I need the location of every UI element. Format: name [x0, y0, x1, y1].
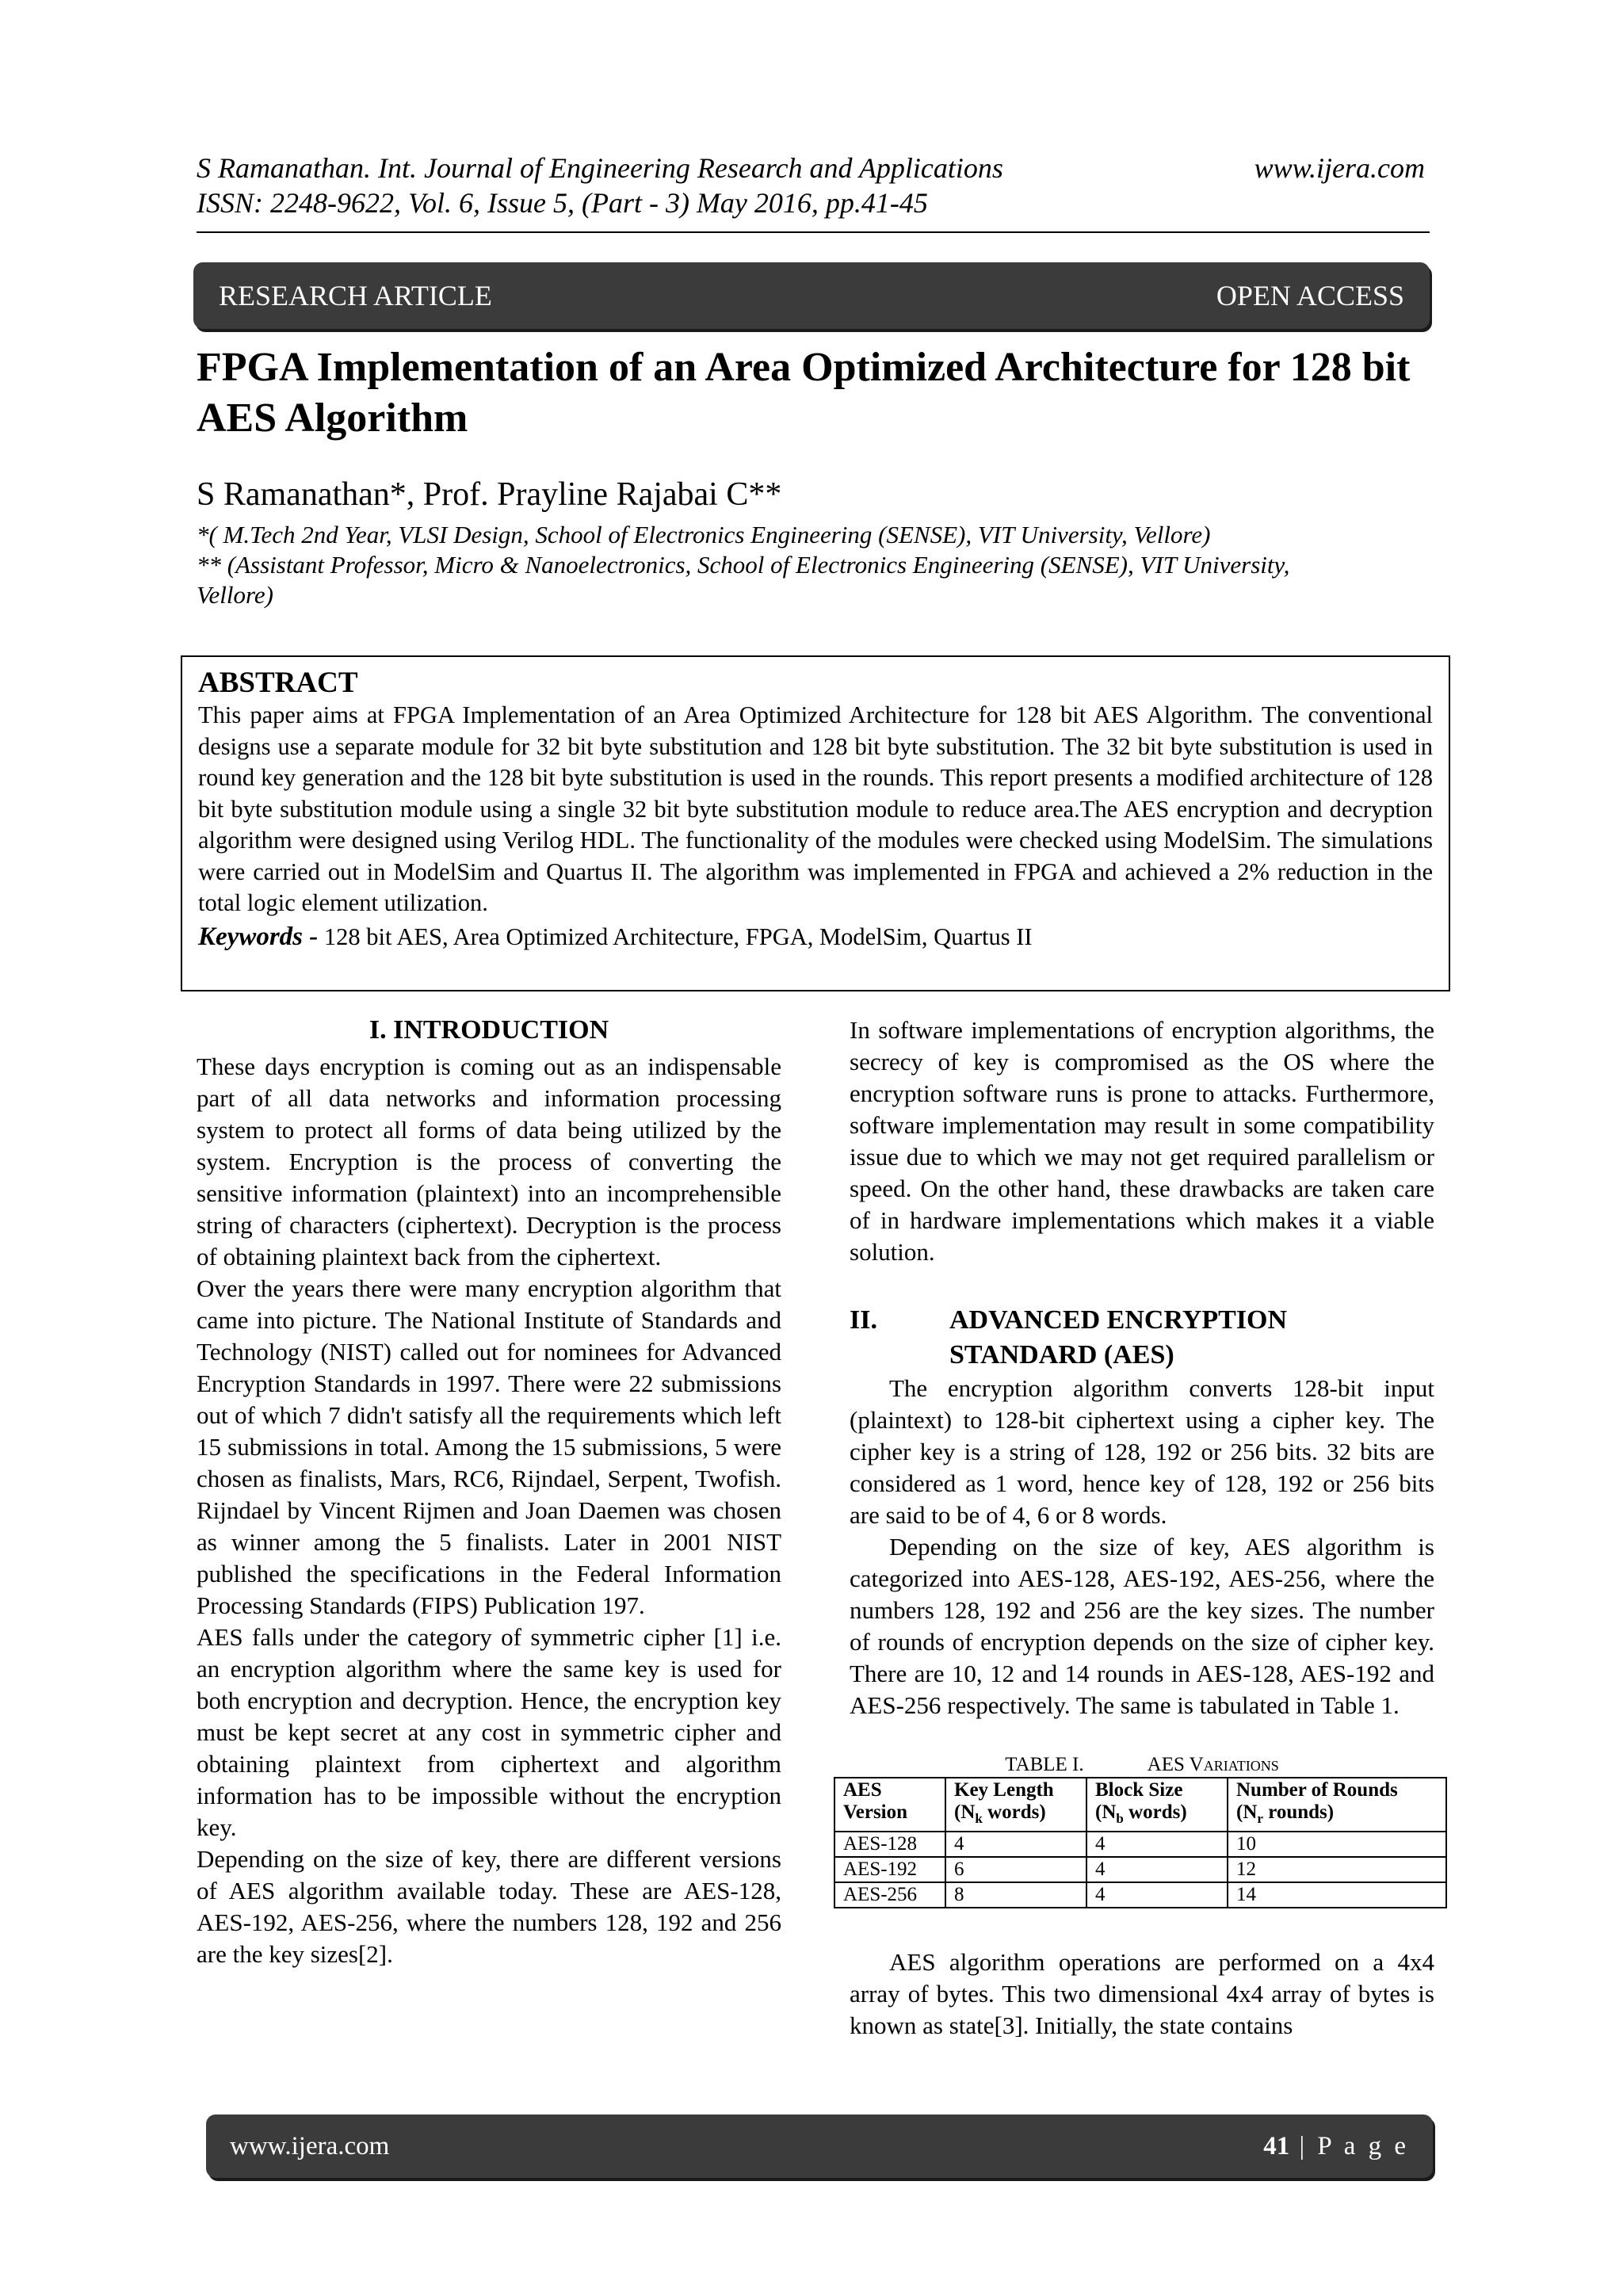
table-cell: 10 — [1228, 1832, 1446, 1857]
table-caption-number: TABLE I. — [1005, 1754, 1084, 1775]
affiliation-1: *( M.Tech 2nd Year, VLSI Design, School of Electronics Engineering (SENSE), VIT University, Vellore) — [197, 521, 1211, 548]
table-header-row — [834, 1778, 1446, 1832]
journal-citation: S Ramanathan. Int. Journal of Engineering Research and Applications — [197, 152, 1003, 184]
journal-website[interactable]: www.ijera.com — [1254, 152, 1425, 184]
table-cell: 4 — [1086, 1857, 1228, 1882]
aes-paragraph-1: The encryption algorithm converts 128-bit input (plaintext) to 128-bit ciphertext using a cipher key. The cipher key is a string of 128, 192 or 256 bits. 32 bits are considered as 1 word, hence key of 128, 192 or 256 bits are said to be of 4, 6 or 8 words. — [850, 1374, 1434, 1529]
table-row — [834, 1857, 1446, 1882]
section-heading-introduction: I. INTRODUCTION — [369, 1015, 609, 1045]
aes-paragraph-2: Depending on the size of key, AES algorithm is categorized into AES-128, AES-192, AES-256, where the numbers 128, 192 and 256 are the key sizes. The number of rounds of encryption depends on the size of cipher key. There are 10, 12 and 14 rounds in AES-128, AES-192 and AES-256 respectively. The same is tabulated in Table 1. — [850, 1533, 1434, 1719]
table-cell: 4 — [1086, 1832, 1228, 1857]
keywords-label: Keywords - — [198, 922, 319, 951]
table-row — [834, 1882, 1446, 1908]
open-access-label: OPEN ACCESS — [1216, 280, 1404, 311]
table-cell: 8 — [945, 1882, 1086, 1908]
left-column — [197, 1014, 781, 1970]
table-caption-title: AES Variations — [1147, 1754, 1279, 1775]
intro-paragraph-3: AES falls under the category of symmetric cipher [1] i.e. an encryption algorithm where the same key is used for both encryption and decryption. Hence, the encryption key must be kept secret at any cost in symmetric cipher and obtaining plaintext from ciphertext and algorithm information has to be impossible without the encryption key. — [197, 1623, 781, 1841]
keywords-line — [198, 919, 1433, 954]
paper-title: FPGA Implementation of an Area Optimized Architecture for 128 bit AES Algorithm — [197, 345, 1411, 441]
footer-website[interactable]: www.ijera.com — [230, 2131, 390, 2160]
intro-paragraph-1: These days encryption is coming out as an indispensable part of all data networks and information processing system to protect all forms of data being utilized by the system. Encryption is the process of converting the sensitive information (plaintext) into an incomprehensible string of characters (ciphertext). Decryption is the process of obtaining plaintext back from the ciphertext. — [197, 1052, 781, 1270]
intro-paragraph-4: Depending on the size of key, there are different versions of AES algorithm available today. These are AES-128, AES-192, AES-256, where the numbers 128, 192 and 256 are the key sizes[2]. — [197, 1845, 781, 1968]
section-title — [949, 1303, 1287, 1373]
software-paragraph: In software implementations of encryption algorithms, the secrecy of key is compromised as the OS where the encryption software runs is prone to attacks. Furthermore, software implementation may result in some compatibility issue due to which we may not get required parallelism or speed. On the other hand, these drawbacks are taken care of in hardware implementations which makes it a viable solution. — [850, 1016, 1434, 1266]
table-cell: 4 — [945, 1832, 1086, 1857]
article-type-label: RESEARCH ARTICLE — [219, 280, 492, 311]
table-header-cell: AES Version — [834, 1778, 945, 1832]
section-title-line-2: STANDARD (AES) — [949, 1340, 1174, 1370]
table-header-cell: Key Length ($N_k$ words) — [945, 1778, 1086, 1832]
keywords-list: 128 bit AES, Area Optimized Architecture, FPGA, ModelSim, Quartus II — [318, 923, 1033, 950]
table-cell: 6 — [945, 1857, 1086, 1882]
abstract-heading: ABSTRACT — [198, 667, 358, 699]
affiliation-2: ** (Assistant Professor, Micro & Nanoelectronics, School of Electronics Engineering (SENSE), VIT University, — [197, 551, 1290, 579]
paper-authors: S Ramanathan*, Prof. Prayline Rajabai C** — [197, 476, 782, 513]
page-number: 41 | P a g e — [1263, 2131, 1409, 2160]
abstract-box — [181, 655, 1450, 991]
right-column — [843, 1014, 1434, 2042]
issn-line: ISSN: 2248-9622, Vol. 6, Issue 5, (Part - 3) May 2016, pp.41-45 — [197, 187, 928, 219]
table-header-cell: Block Size ($N_b$ words) — [1086, 1778, 1228, 1832]
table-cell: 14 — [1228, 1882, 1446, 1908]
table-cell: 4 — [1086, 1882, 1228, 1908]
table-cell: 12 — [1228, 1857, 1446, 1882]
abstract-text: This paper aims at FPGA Implementation of an Area Optimized Architecture for 128 bit AES Algorithm. The conventional designs use a separate module for 32 bit byte substitution and 128 bit byte substitution. The 32 bit byte substitution is used in round key generation and the 128 bit byte substitution is used in the rounds. This report presents a modified architecture of 128 bit byte substitution module using a single 32 bit byte substitution module to reduce area.The AES encryption and decryption algorithm were designed using Verilog HDL. The functionality of the modules were checked using ModelSim. The simulations were carried out in ModelSim and Quartus II. The algorithm was implemented in FPGA and achieved a 2% reduction in the total logic element utilization. — [198, 701, 1433, 916]
table-row — [834, 1832, 1446, 1857]
section-title-line-1: ADVANCED ENCRYPTION — [949, 1305, 1288, 1335]
aes-variations-table — [834, 1777, 1447, 1908]
page-footer — [206, 2115, 1433, 2178]
section-number: II. — [850, 1305, 877, 1335]
table-header-cell: Number of Rounds ($N_r$ rounds) — [1228, 1778, 1446, 1832]
state-paragraph: AES algorithm operations are performed on a 4x4 array of bytes. This two dimensional 4x4 array of bytes is known as state[3]. Initially, the state contains — [850, 1948, 1434, 2039]
affiliations — [197, 520, 1433, 610]
table-caption — [850, 1753, 1434, 1777]
intro-paragraph-2: Over the years there were many encryption algorithm that came into picture. The National Institute of Standards and Technology (NIST) called out for nominees for Advanced Encryption Standards in 1997. There were 22 submissions out of which 7 didn't satisfy all the requirements which left 15 submissions in total. Among the 15 submissions, 5 were chosen as finalists, Mars, RC6, Rijndael, Serpent, Twofish. Rijndael by Vincent Rijmen and Joan Daemen was chosen as winner among the 5 finalists. Later in 2001 NIST published the specifications in the Federal Information Processing Standards (FIPS) Publication 197. — [197, 1274, 781, 1619]
running-header — [197, 151, 1425, 220]
section-heading-aes — [850, 1303, 1434, 1373]
table-cell: AES-128 — [834, 1832, 945, 1857]
table-cell: AES-192 — [834, 1857, 945, 1882]
header-divider — [197, 231, 1430, 233]
affiliation-3: Vellore) — [197, 581, 273, 609]
article-banner — [193, 262, 1430, 329]
table-cell: AES-256 — [834, 1882, 945, 1908]
